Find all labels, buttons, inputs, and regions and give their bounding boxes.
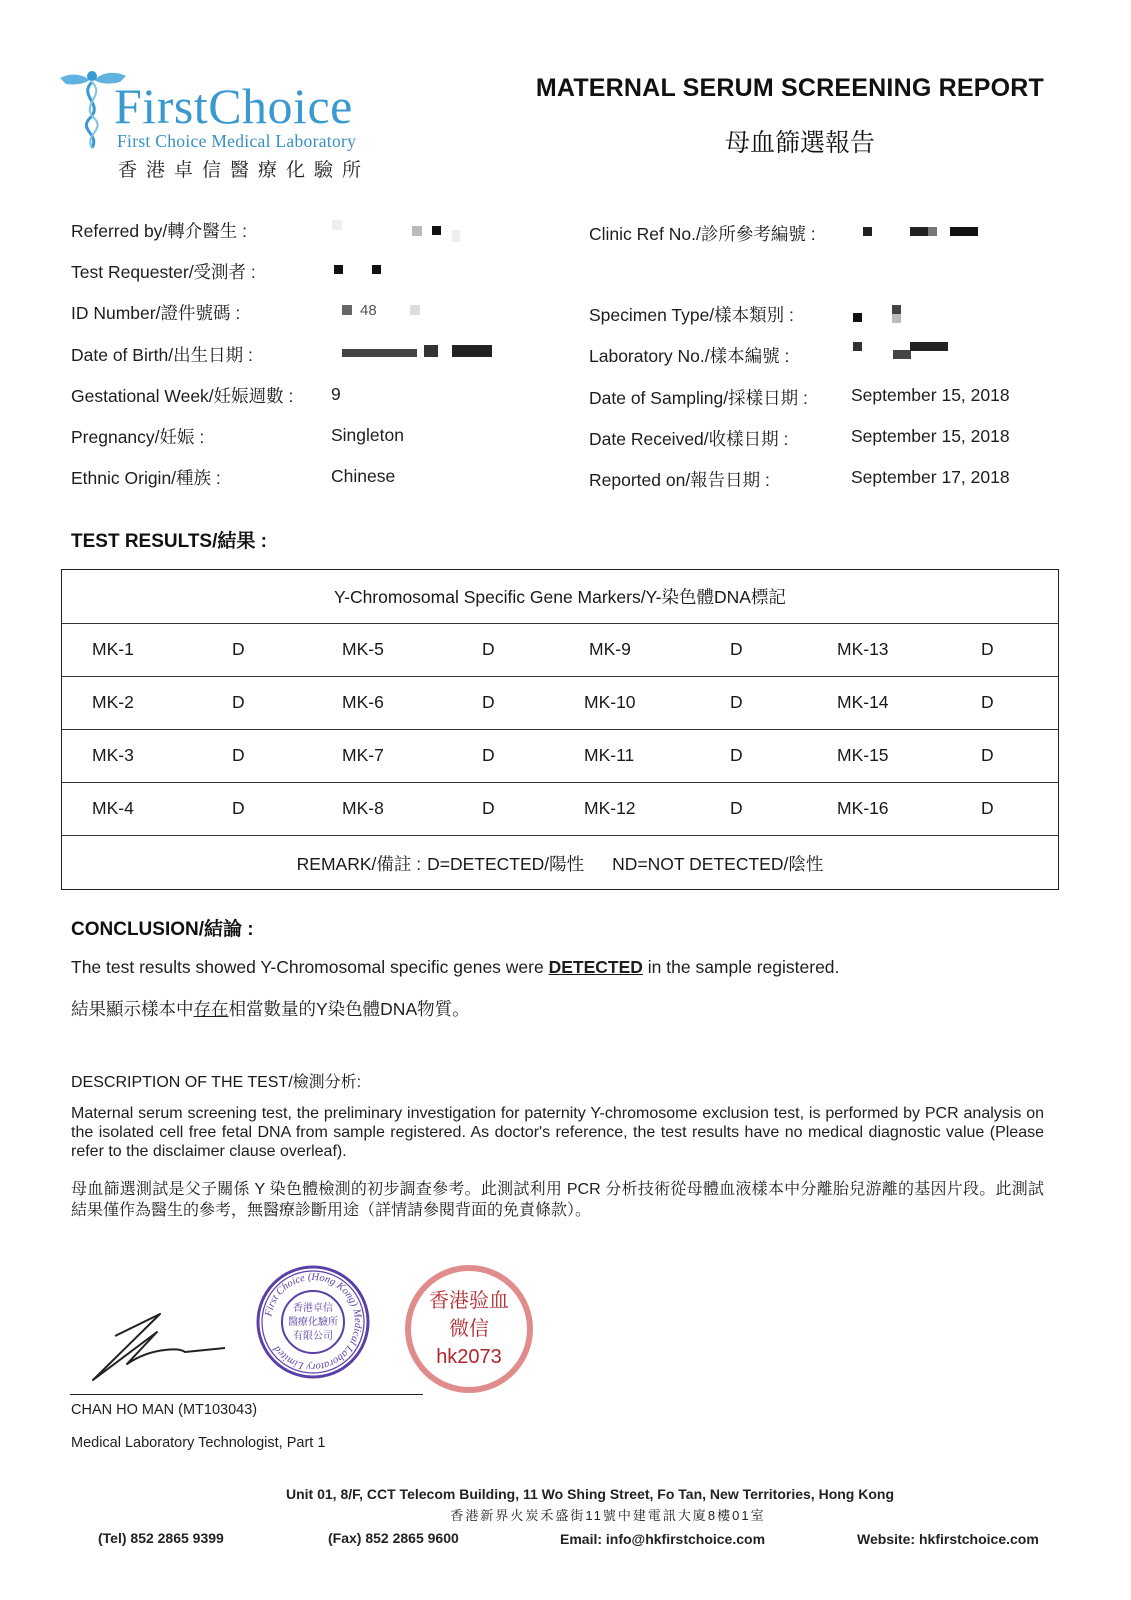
table-row <box>62 676 1058 730</box>
gestational-week-value: 9 <box>331 384 341 404</box>
marker-result: D <box>730 798 743 818</box>
marker-name: MK-7 <box>342 745 384 765</box>
marker-name: MK-13 <box>837 639 889 659</box>
svg-text:醫療化驗所: 醫療化驗所 <box>288 1317 338 1328</box>
footer-email: Email: info@hkfirstchoice.com <box>560 1531 766 1547</box>
brand-wordmark: FirstChoice <box>114 78 353 134</box>
footer-website: Website: hkfirstchoice.com <box>857 1531 1039 1547</box>
marker-name: MK-12 <box>584 798 636 818</box>
marker-result: D <box>232 692 245 712</box>
footer-fax: (Fax) 852 2865 9600 <box>328 1530 459 1546</box>
table-row <box>62 782 1058 836</box>
date-of-birth-redacted <box>332 345 492 359</box>
footer-address-cn: 香港新界火炭禾盛街11號中建電訊大廈8樓01室 <box>450 1508 766 1523</box>
table-remark <box>62 837 1058 889</box>
marker-name: MK-10 <box>584 692 636 712</box>
detected-emphasis: DETECTED <box>548 957 643 977</box>
marker-name: MK-9 <box>589 639 631 659</box>
svg-text:香港卓信: 香港卓信 <box>293 1303 333 1314</box>
marker-result: D <box>730 639 743 659</box>
marker-result: D <box>232 798 245 818</box>
referred-by-redacted <box>332 220 462 242</box>
watermark-stamp <box>405 1265 533 1393</box>
date-received-value: September 15, 2018 <box>851 426 1010 446</box>
description-chinese: 母血篩選測試是父子關係 Y 染色體檢測的初步調查參考。此測試利用 PCR 分析技術從母體血液樣本中分離胎兒游離的基因片段。此測試結果僅作為醫生的參考，無醫療診斷用途（詳情請參閱背面的免責條款）。 <box>71 1181 1044 1219</box>
test-requester-redacted <box>332 263 392 277</box>
pregnancy-value: Singleton <box>331 425 404 445</box>
date-of-sampling-value: September 15, 2018 <box>851 385 1010 405</box>
marker-name: MK-6 <box>342 692 384 712</box>
laboratory-no-label: Laboratory No./樣本編號 : <box>589 346 790 366</box>
conclusion-heading: CONCLUSION/結論 : <box>71 919 254 940</box>
description-heading: DESCRIPTION OF THE TEST/檢測分析: <box>71 1074 362 1091</box>
marker-result: D <box>981 798 994 818</box>
clinic-ref-redacted <box>860 225 985 239</box>
description-english: Maternal serum screening test, the preliminary investigation for paternity Y-chromosome exclusion test, is performed by PCR analysis on the isolated cell free fetal DNA from sample registered. As doctor's reference, the test results have no medical diagnostic value (Please refer to the disclaimer clause overleaf). <box>71 1105 1044 1160</box>
conclusion-english <box>71 957 839 978</box>
date-of-birth-label: Date of Birth/出生日期 : <box>71 345 253 365</box>
marker-name: MK-1 <box>92 639 134 659</box>
marker-result: D <box>482 745 495 765</box>
conclusion-text: The test results showed Y-Chromosomal specific genes were <box>71 957 549 977</box>
date-of-sampling-label: Date of Sampling/採樣日期 : <box>589 388 808 408</box>
marker-result: D <box>482 692 495 712</box>
watermark-line: 香港验血 <box>429 1290 509 1312</box>
id-number-redacted: 48 <box>340 302 430 320</box>
brand-subtitle: First Choice Medical Laboratory <box>117 131 357 151</box>
marker-result: D <box>981 745 994 765</box>
table-row <box>62 623 1058 677</box>
report-title-chinese: 母血篩選報告 <box>724 129 875 157</box>
conclusion-chinese <box>71 996 470 1021</box>
svg-text:First Choice (Hong Kong) Medic: First Choice (Hong Kong) Medical Laboratory Limited <box>263 1271 364 1373</box>
marker-result: D <box>981 639 994 659</box>
company-seal-icon <box>255 1264 371 1380</box>
test-results-heading: TEST RESULTS/結果 : <box>71 531 267 552</box>
gestational-week-label: Gestational Week/妊娠週數 : <box>71 386 294 406</box>
signature-line <box>70 1394 423 1395</box>
marker-result: D <box>981 692 994 712</box>
marker-result: D <box>482 798 495 818</box>
signatory-name: CHAN HO MAN (MT103043) <box>71 1402 258 1418</box>
marker-name: MK-14 <box>837 692 889 712</box>
pregnancy-label: Pregnancy/妊娠 : <box>71 427 205 447</box>
report-title: MATERNAL SERUM SCREENING REPORT <box>535 74 1044 102</box>
table-row <box>62 729 1058 783</box>
specimen-type-redacted <box>850 305 905 323</box>
marker-result: D <box>730 692 743 712</box>
marker-result: D <box>232 745 245 765</box>
ethnic-origin-value: Chinese <box>331 466 396 486</box>
signature-icon <box>85 1308 230 1383</box>
marker-name: MK-16 <box>837 798 889 818</box>
reported-on-value: September 17, 2018 <box>851 467 1010 487</box>
laboratory-no-redacted <box>850 342 955 360</box>
conclusion-text-cn: 相當數量的Y染色體DNA物質。 <box>228 999 470 1019</box>
specimen-type-label: Specimen Type/樣本類別 : <box>589 305 794 325</box>
ethnic-origin-label: Ethnic Origin/種族 : <box>71 468 221 488</box>
marker-name: MK-4 <box>92 798 134 818</box>
conclusion-text: in the sample registered. <box>642 957 840 977</box>
brand-chinese-name: 香港卓信醫療化驗所 <box>118 159 371 181</box>
referred-by-label: Referred by/轉介醫生 : <box>71 221 248 241</box>
conclusion-text-cn: 結果顯示樣本中 <box>71 999 194 1019</box>
remark-detected: D=DETECTED/陽性 <box>427 853 585 874</box>
svg-text:有限公司: 有限公司 <box>293 1331 333 1342</box>
date-received-label: Date Received/收樣日期 : <box>589 429 789 449</box>
results-table <box>61 569 1059 890</box>
signatory-title: Medical Laboratory Technologist, Part 1 <box>71 1435 326 1451</box>
marker-name: MK-2 <box>92 692 134 712</box>
marker-name: MK-5 <box>342 639 384 659</box>
table-title: Y-Chromosomal Specific Gene Markers/Y-染色體DNA標記 <box>62 570 1058 624</box>
marker-name: MK-15 <box>837 745 889 765</box>
exists-emphasis: 存在 <box>193 999 229 1019</box>
test-requester-label: Test Requester/受測者 : <box>71 262 256 282</box>
footer-tel: (Tel) 852 2865 9399 <box>98 1530 224 1546</box>
marker-result: D <box>730 745 743 765</box>
remark-not-detected: ND=NOT DETECTED/陰性 <box>612 853 824 874</box>
watermark-line: hk2073 <box>436 1346 502 1368</box>
clinic-ref-label: Clinic Ref No./診所參考編號 : <box>589 224 816 244</box>
marker-name: MK-8 <box>342 798 384 818</box>
id-number-label: ID Number/證件號碼 : <box>71 303 241 323</box>
marker-name: MK-3 <box>92 745 134 765</box>
footer-address-en: Unit 01, 8/F, CCT Telecom Building, 11 Wo Shing Street, Fo Tan, New Territories, Hong Kong <box>285 1486 895 1502</box>
reported-on-label: Reported on/報告日期 : <box>589 470 770 490</box>
remark-label: REMARK/備註 : <box>296 853 422 874</box>
marker-result: D <box>482 639 495 659</box>
marker-name: MK-11 <box>584 745 635 765</box>
watermark-line: 微信 <box>449 1318 489 1340</box>
marker-result: D <box>232 639 245 659</box>
